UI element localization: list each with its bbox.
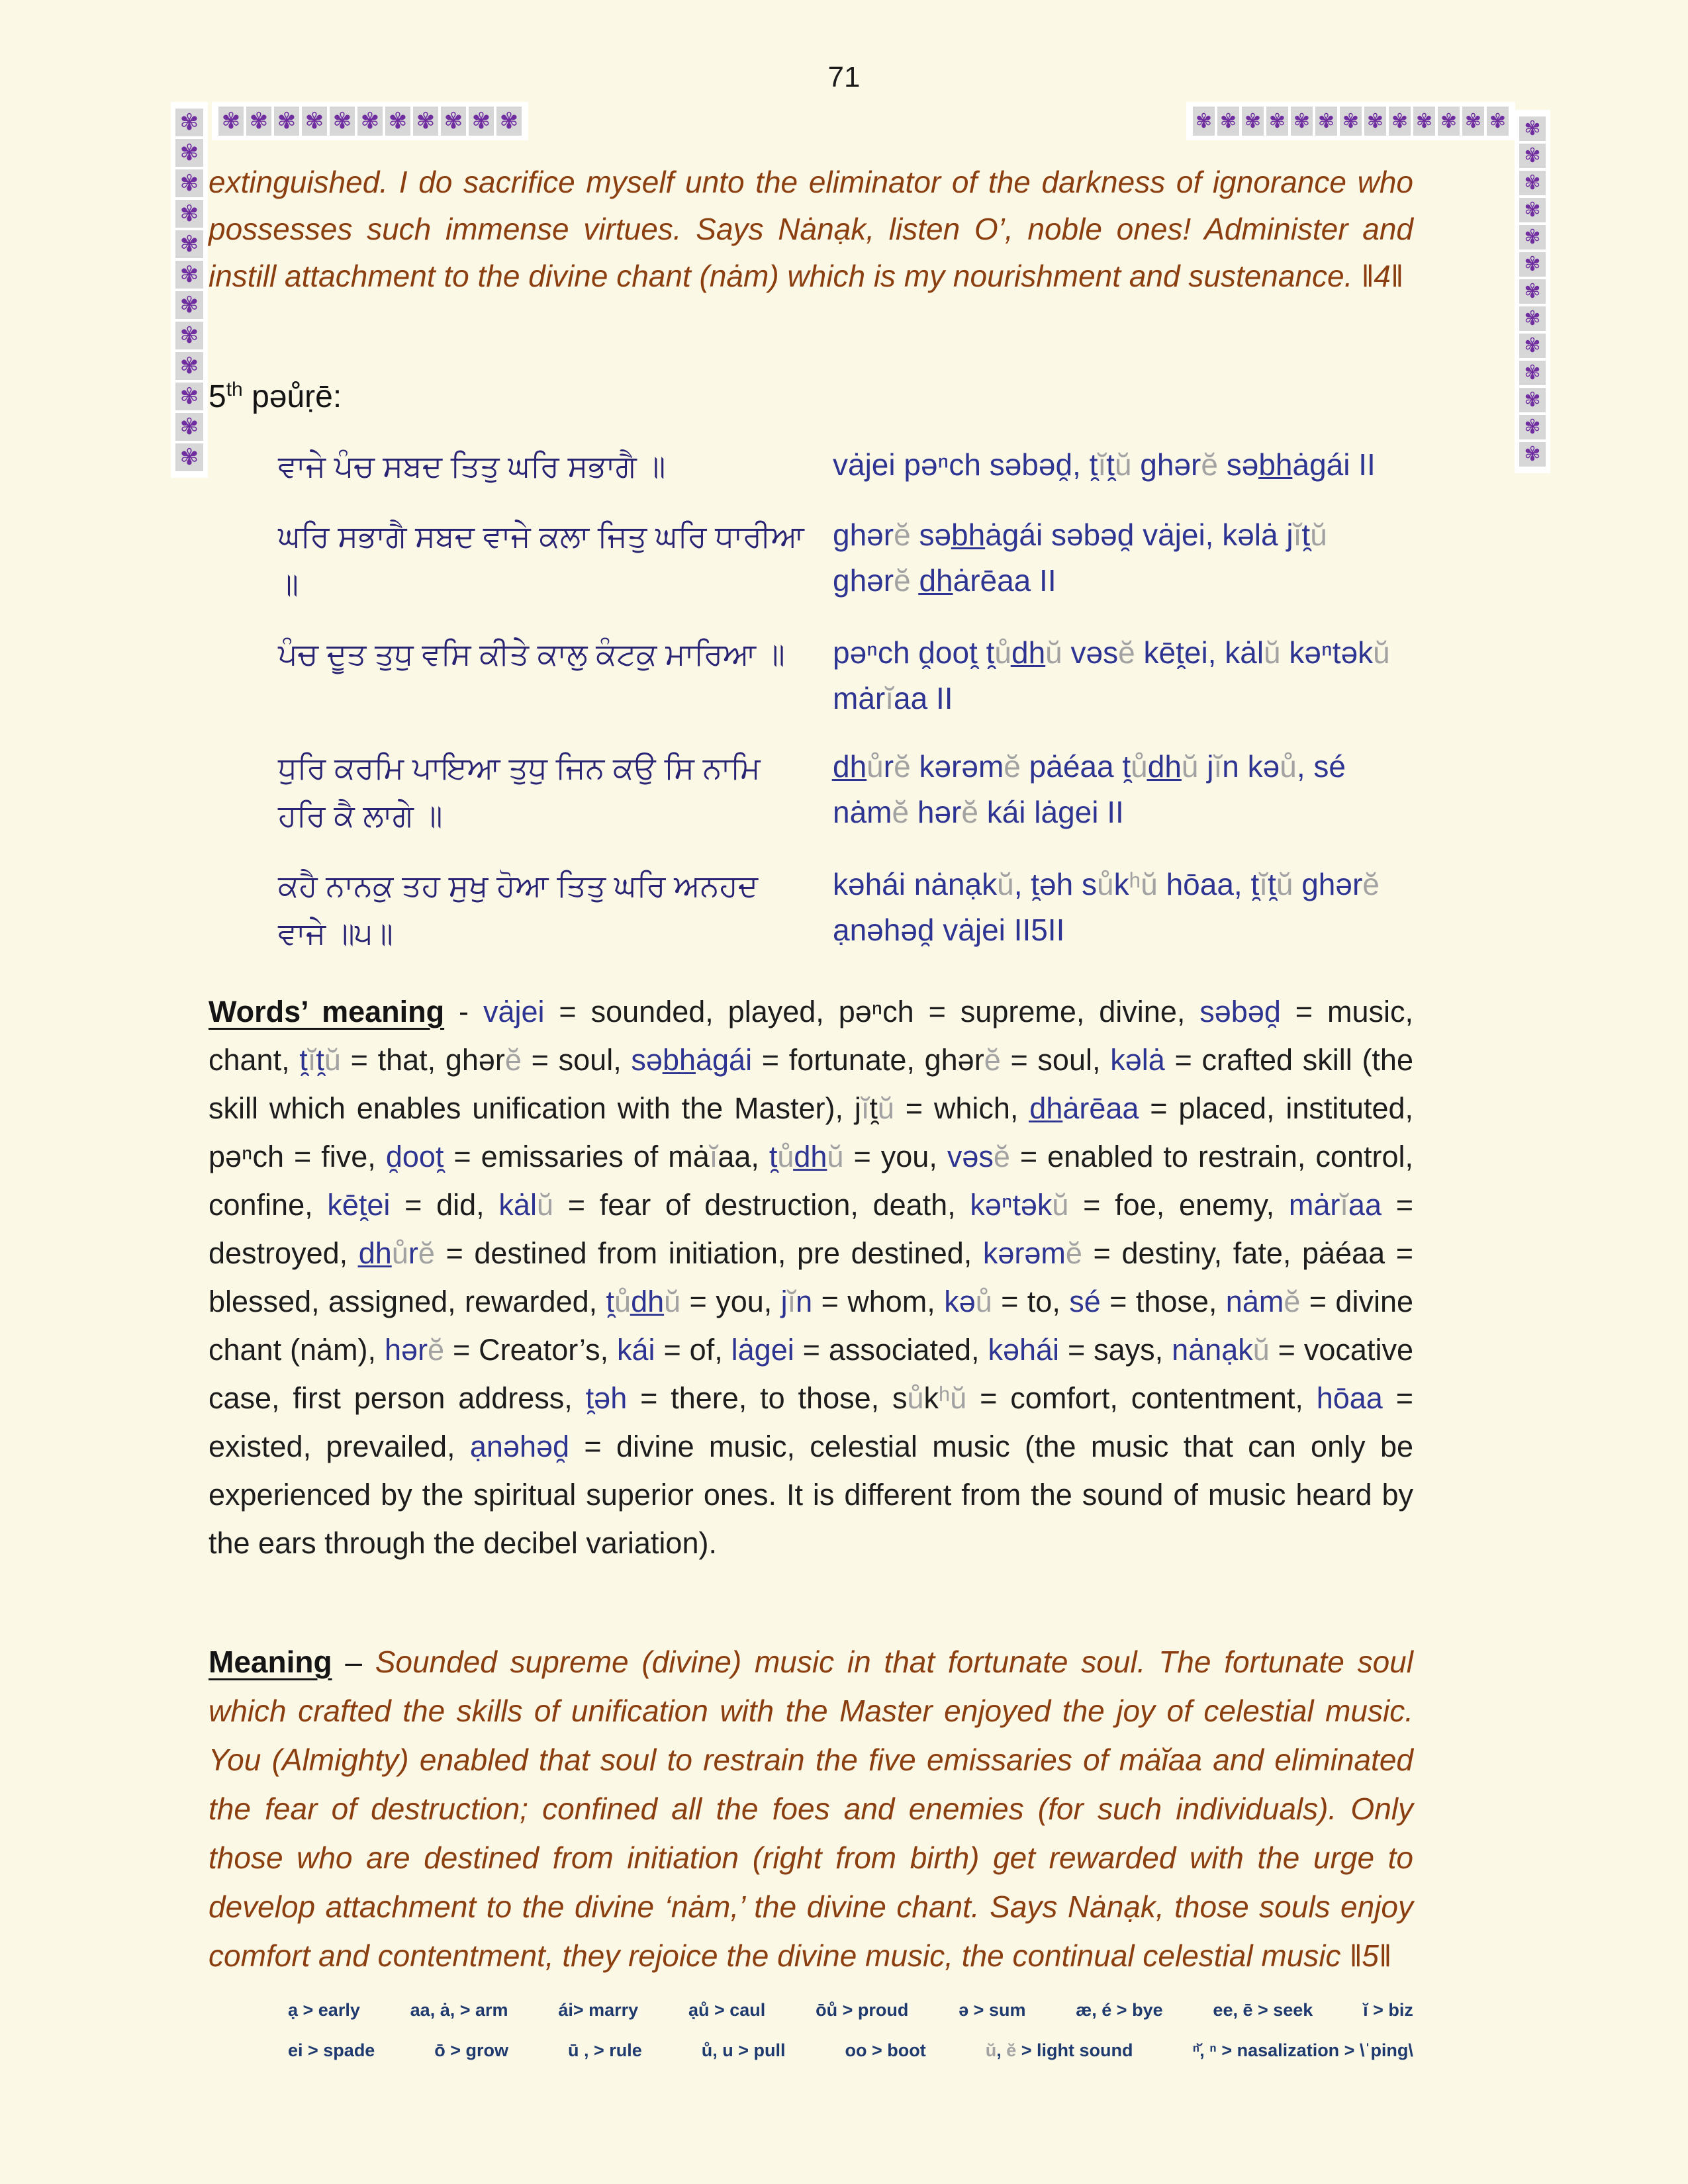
border-ornament-top-left: [212, 102, 528, 140]
transliteration-line: vȧjei pəⁿch səbəd̯, t̯ĭt̯ŭ ghərĕ səb̲h̲ȧgái II: [833, 447, 1376, 482]
gurmukhi-line: ਕਹੈ ਨਾਨਕੁ ਤਹ ਸੁਖੁ ਹੋਆ ਤਿਤੁ ਘਰਿ ਅਨਹਦ ਵਾਜੇ ॥੫॥: [278, 868, 759, 950]
flower-icon: ✾: [1462, 107, 1484, 136]
border-ornament-top-right: [1186, 102, 1515, 140]
pronunciation-item: oo > boot: [845, 2040, 926, 2060]
words-meaning-separator: -: [444, 995, 483, 1028]
flower-icon: ✾: [1519, 388, 1546, 412]
flower-icon: ✾: [175, 352, 203, 380]
flower-icon: ✾: [1487, 107, 1509, 136]
pronunciation-item: ů, u > pull: [701, 2040, 786, 2060]
flower-icon: ✾: [274, 107, 299, 136]
meaning-text: Sounded supreme (divine) music in that fortunate soul. The fortunate soul which crafted the skills of unification with the Master enjoyed the joy of celestial music. You (Almighty) enabled that soul to restrain the five emissaries of mȧĭaa and eliminated the fear of destruction; confined all the foes and enemies (for such individuals). Only those who are destined from initiation (right from birth) get rewarded with the urge to develop attachment to the divine ‘nȧm,’ the divine chant. Says Nȧnạk, those souls enjoy comfort and contentment, they rejoice the divine music, the continual celestial music ‖5‖: [209, 1645, 1413, 1973]
flower-icon: ✾: [175, 230, 203, 258]
section-title: pəůṛē:: [242, 379, 342, 414]
gurmukhi-line: ਵਾਜੇ ਪੰਚ ਸਬਦ ਤਿਤੁ ਘਰਿ ਸਭਾਗੈ ॥: [278, 449, 666, 483]
words-meaning-paragraph: [209, 987, 1413, 1567]
transliteration-line: d̲h̲ůrĕ kərəmĕ pȧéaa t̯ůd̲h̲ŭ jĭn kəů, sé nȧmĕ hərĕ kái lȧgei II: [833, 749, 1346, 829]
flower-icon: ✾: [1242, 107, 1264, 136]
gurmukhi-line: ਧੁਰਿ ਕਰਮਿ ਪਾਇਆ ਤੁਧੁ ਜਿਨ ਕਉ ਸਿ ਨਾਮਿ ਹਰਿ ਕੈ ਲਾਗੇ ॥: [278, 751, 761, 833]
meaning-paragraph: [209, 1637, 1413, 1980]
words-meaning-text: vȧjei = sounded, played, pəⁿch = supreme, divine, səbəd̯ = music, chant, t̯ĭt̯ŭ = that, ghərĕ = soul, səb̲h̲ȧgái = fortunate, ghərĕ = soul, kəlȧ = crafted skill (the skill which enables unification with the Master), jĭt̯ŭ = which, d̲h̲ȧrēaa = placed, instituted, pəⁿch = five, d̯oot̯ = emissaries of mȧĭaa, t̯ůd̲h̲ŭ = you, vəsĕ = enabled to restrain, control, confine, kēt̯ei = did, kȧlŭ = fear of destruction, death, kəⁿtəkŭ = foe, enemy, mȧrĭaa = destroyed, d̲h̲ůrĕ = destined from initiation, pre destined, kərəmĕ = destiny, fate, pȧéaa = blessed, assigned, rewarded, t̯ůd̲h̲ŭ = you, jĭn = whom, kəů = to, sé = those, nȧmĕ = divine chant (nȧm), hərĕ = Creator’s, kái = of, lȧgei = associated, kəhái = says, nȧnạkŭ = vocative case, first person address, t̯əh = there, to those, sůkʰŭ = comfort, contentment, hōaa = existed, prevailed, ạnəhəd̯ = divine music, celestial music (the music that can only be experienced by the spiritual superior ones. It is different from the sound of music heard by the ears through the decibel variation).: [209, 995, 1414, 1560]
flower-icon: ✾: [246, 107, 271, 136]
flower-icon: ✾: [175, 169, 203, 197]
transliteration-line: pəⁿch d̯oot̯ t̯ůd̲h̲ŭ vəsĕ kēt̯ei, kȧlŭ kəⁿtəkŭ mȧrĭaa II: [833, 635, 1390, 715]
flower-icon: ✾: [1519, 334, 1546, 358]
border-ornament-left: [171, 102, 208, 478]
flower-icon: ✾: [1291, 107, 1313, 136]
flower-icon: ✾: [496, 107, 522, 136]
flower-icon: ✾: [175, 413, 203, 441]
flower-icon: ✾: [1519, 144, 1546, 168]
flower-icon: ✾: [1193, 107, 1215, 136]
flower-icon: ✾: [1438, 107, 1460, 136]
flower-icon: ✾: [1519, 171, 1546, 195]
flower-icon: ✾: [330, 107, 355, 136]
meaning-label: Meaning: [209, 1645, 332, 1679]
gurmukhi-line: ਪੰਚ ਦੂਤ ਤੁਧੁ ਵਸਿ ਕੀਤੇ ਕਾਲੁ ਕੰਟਕੁ ਮਾਰਿਆ ॥: [278, 637, 785, 671]
flower-icon: ✾: [175, 291, 203, 319]
section-number: 5: [209, 379, 226, 414]
flower-icon: ✾: [175, 383, 203, 410]
pronunciation-item: ū , > rule: [568, 2040, 642, 2060]
flower-icon: ✾: [1315, 107, 1337, 136]
flower-icon: ✾: [1519, 116, 1546, 141]
pronunciation-item: ōů > proud: [816, 2000, 909, 2020]
pronunciation-item: ĭ > biz: [1363, 2000, 1413, 2020]
flower-icon: ✾: [1519, 225, 1546, 250]
flower-icon: ✾: [469, 107, 494, 136]
flower-icon: ✾: [1519, 415, 1546, 439]
words-meaning-label: Words’ meaning: [209, 995, 445, 1028]
pronunciation-row: [288, 2040, 1413, 2061]
pronunciation-row: [288, 2000, 1413, 2021]
flower-icon: ✾: [357, 107, 383, 136]
translation-paragraph: extinguished. I do sacrifice myself unto the eliminator of the darkness of ignorance who possesses such immense virtues. Says Nȧnạk, listen O’, noble ones! Administer and instill attachment to the divine chant (nȧm) which is my nourishment and sustenance. ‖4‖: [209, 165, 1413, 293]
flower-icon: ✾: [385, 107, 410, 136]
flower-icon: ✾: [1519, 252, 1546, 277]
flower-icon: ✾: [175, 109, 203, 136]
ordinal-suffix: th: [226, 379, 243, 400]
pronunciation-item: ⁿ̆, ⁿ > nasalization > \ˈping\: [1192, 2040, 1413, 2060]
flower-icon: ✾: [175, 261, 203, 289]
flower-icon: ✾: [1364, 107, 1386, 136]
page-number: 71: [827, 61, 861, 93]
meaning-separator: –: [332, 1645, 375, 1679]
flower-icon: ✾: [413, 107, 438, 136]
pronunciation-item: ŭ, ĕ > light sound: [985, 2040, 1133, 2060]
flower-icon: ✾: [1340, 107, 1362, 136]
pronunciation-item: ei > spade: [288, 2040, 375, 2060]
flower-icon: ✾: [175, 443, 203, 471]
flower-icon: ✾: [1519, 306, 1546, 331]
flower-icon: ✾: [218, 107, 244, 136]
pronunciation-item: ee, ē > seek: [1213, 2000, 1313, 2020]
flower-icon: ✾: [175, 322, 203, 349]
pronunciation-item: ō > grow: [434, 2040, 509, 2060]
verse-table: [278, 442, 1413, 957]
section-heading: [209, 379, 342, 415]
flower-icon: ✾: [1389, 107, 1411, 136]
pronunciation-item: ạ > early: [288, 2000, 360, 2020]
pronunciation-item: ạů > caul: [688, 2000, 766, 2020]
flower-icon: ✾: [1413, 107, 1435, 136]
flower-icon: ✾: [175, 139, 203, 167]
flower-icon: ✾: [1519, 442, 1546, 467]
pronunciation-item: aa, ȧ, > arm: [410, 2000, 508, 2020]
pronunciation-item: ái> marry: [558, 2000, 639, 2020]
flower-icon: ✾: [1519, 198, 1546, 222]
flower-icon: ✾: [1519, 361, 1546, 385]
transliteration-line: ghərĕ səb̲h̲ȧgái səbəd̯ vȧjei, kəlȧ jĭt̯ŭ ghərĕ d̲h̲ȧrēaa II: [833, 518, 1327, 598]
flower-icon: ✾: [1266, 107, 1288, 136]
flower-icon: ✾: [1519, 279, 1546, 304]
border-ornament-right: [1515, 110, 1550, 473]
flower-icon: ✾: [441, 107, 466, 136]
flower-icon: ✾: [175, 200, 203, 228]
pronunciation-item: æ, é > bye: [1076, 2000, 1163, 2020]
flower-icon: ✾: [302, 107, 327, 136]
pronunciation-item: ə > sum: [959, 2000, 1026, 2020]
gurmukhi-line: ਘਰਿ ਸਭਾਗੈ ਸਬਦ ਵਾਜੇ ਕਲਾ ਜਿਤੁ ਘਰਿ ਧਾਰੀਆ ॥: [278, 519, 804, 601]
flower-icon: ✾: [1217, 107, 1239, 136]
pronunciation-guide: [288, 2000, 1413, 2081]
transliteration-line: kəhái nȧnạkŭ, t̯əh sůkʰŭ hōaa, t̯ĭt̯ŭ ghərĕ ạnəhəd̯ vȧjei II5II: [833, 867, 1380, 947]
